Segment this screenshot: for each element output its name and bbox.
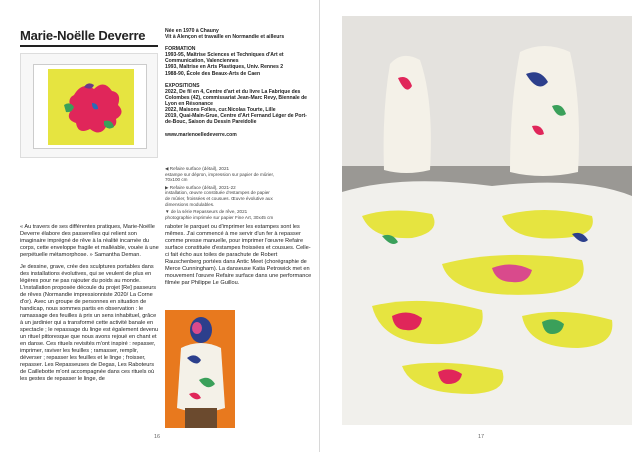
body-column-1 xyxy=(20,224,160,388)
installation-photo xyxy=(342,16,632,425)
statement-paragraph: Je dessine, grave, crée des sculptures portables dans des installations évolutives, qui se veulent de plus en légères pour ne pas rajouter du poids au monde. L'installation proposée découle du projet [Re] passeurs de rêves (Normandie impressionniste 2020/ La Corne d'or). Avec un groupe de personnes en situation de handicap, nous sommes partis en observation : le ramassage des feuilles à prix un sens inhabituel, grâce à un jardinier qui a transformé cette activité banale en spectacle ; le repassage du linge est également devenu un rituel pittoresque que nous avons rejoué en chant et en danse. Ces rituels revisités m'ont inspiré : repasser, imprimer, raviver les feuilles ; ramasser, remplir, déverser ; repasser les feuilles et le linge ; froisser, repasser. Les Repasseuses de Degas, Les Raboteurs de Caillebotte m'ont accompagnée dans ces rituels où les gestes de repasser le linge, de xyxy=(20,264,159,382)
expositions-title: EXPOSITIONS xyxy=(165,82,200,89)
performer-photo xyxy=(165,310,235,428)
artist-bio xyxy=(165,28,313,138)
artist-name: Marie-Noëlle Deverre xyxy=(20,28,146,43)
captions xyxy=(165,166,313,222)
quote-paragraph: « Au travers de ses différentes pratiques, Marie-Noëlle Deverre élabore des passerelles qui relient son imaginaire imprégné de rêve à la réalité incarnée du corps, cette enveloppe fragile et malléable, vouée à une perpétuelle métamorphose. » Samantha Deman. xyxy=(20,224,159,258)
hanging-garment-1 xyxy=(384,56,431,173)
body-column-2: raboter le parquet ou d'imprimer les estampes sont les mêmes. J'ai commencé à me servir d'un fer à repasser comme presse manuelle, pour imprimer l'œuvre Refaire surface constituée d'estampes froissées et cousues. Celle-ci fait écho aux toiles de parachute de Robert Rauschenberg portées dans Antic Meet (chorégraphie de Merce Cunningham). La danseuse Katia Petrowick met en mouvement l'œuvre Refaire surface dans une performance filmée par Philippe Le Guillou. xyxy=(165,224,312,286)
page-number-right: 17 xyxy=(478,434,485,440)
hanging-garment-2 xyxy=(510,46,579,176)
website-link[interactable]: www.marienoelledeverre.com xyxy=(165,132,237,139)
caption-3: ▼ de la série Repasseurs de rêve, 2021 photographie imprimée sur papier Fine Art, 30x45 cm xyxy=(165,209,274,220)
formation-title: FORMATION xyxy=(165,46,196,53)
title-rule xyxy=(20,45,158,47)
head-pink-pattern xyxy=(192,322,202,334)
right-page xyxy=(320,0,640,452)
artwork-photo xyxy=(20,53,158,158)
caption-1: ◀ Refaire surface (détail), 2021 estampe sur dépron, impression sur papier de mûrier, 70x100 cm xyxy=(165,166,275,183)
artwork-paper xyxy=(33,64,147,149)
formation-text: 1993-95, Maîtrise Sciences et Techniques d'Art et Communication, Valenciennes 1993, Maîtrise en Arts Plastiques, Univ. Rennes 2 1988-90, École des Beaux-Arts de Caen xyxy=(165,52,284,77)
page-number-left: 16 xyxy=(154,434,161,440)
performer-garment xyxy=(177,343,225,412)
installation-illustration xyxy=(342,16,632,425)
expositions-text: 2022, De fil en 4, Centre d'art et du livre La Fabrique des Colombes (42), commissariat Jean-Marc Revy, Biennale de Lyon en Résonance 2022, Maisons Folles, cur.Nicolas Tourte, Lille 2019, Quai-Main-Grue, Centre d'Art Fernand Léger de Port-de-Bouc, Saison du Dessin Pareidolie xyxy=(165,88,308,126)
painting-illustration xyxy=(34,65,148,150)
performer-illustration xyxy=(165,310,235,428)
bio-intro: Née en 1970 à Chauny Vit à Alençon et travaille en Normandie et ailleurs xyxy=(165,28,285,41)
performer-legs xyxy=(185,408,217,428)
caption-2: ▶ Refaire surface (détail), 2021-22 installation, œuvre constituée d'estampes de papier de mûrier, froissées et cousues. Œuvre évolutive aux dimensions modulables. xyxy=(165,184,273,207)
